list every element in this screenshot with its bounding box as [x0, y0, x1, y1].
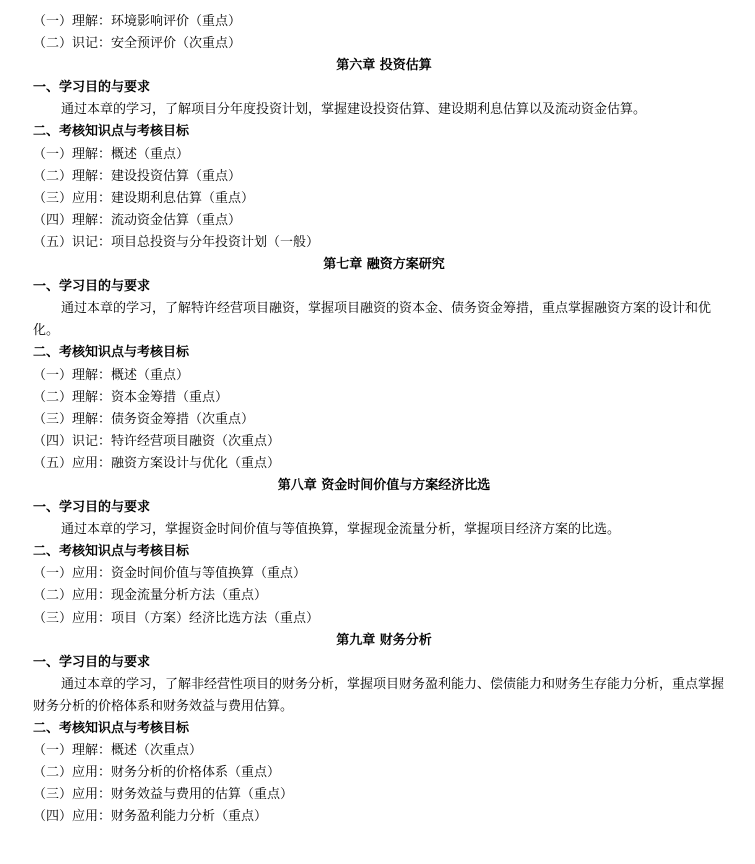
goal-paragraph: 通过本章的学习，掌握资金时间价值与等值换算，掌握现金流量分析，掌握项目经济方案的比选。 [61, 522, 621, 538]
section-heading: 一、学习目的与要求 [33, 500, 151, 516]
knowledge-point: （二）应用：现金流量分析方法（重点） [33, 588, 268, 604]
knowledge-point: （二）理解：建设投资估算（重点） [33, 168, 242, 184]
section-heading: 一、学习目的与要求 [33, 279, 151, 295]
knowledge-point: （一）理解：概述（重点） [33, 146, 190, 162]
knowledge-point: （四）应用：财务盈利能力分析（重点） [33, 809, 268, 825]
goal-paragraph: 通过本章的学习，了解特许经营项目融资，掌握项目融资的资本金、债务资金筹措，重点掌握融资方案的设计和优化。 [33, 301, 712, 339]
top-item: （一）理解：环境影响评价（重点） [33, 14, 242, 29]
knowledge-point: （三）应用：建设期利息估算（重点） [33, 190, 255, 206]
knowledge-point: （五）应用：融资方案设计与优化（重点） [33, 455, 281, 471]
section-heading: 二、考核知识点与考核目标 [33, 124, 190, 140]
top-item: （二）识记：安全预评价（次重点） [33, 36, 242, 52]
section-heading: 二、考核知识点与考核目标 [33, 721, 190, 736]
section-heading: 一、学习目的与要求 [33, 654, 151, 670]
knowledge-point: （一）理解：概述（次重点） [33, 743, 203, 759]
goal-paragraph: 通过本章的学习，了解项目分年度投资计划，掌握建设投资估算、建设期利息估算以及流动资金估算。 [61, 102, 647, 118]
knowledge-point: （二）理解：资本金筹措（重点） [33, 389, 229, 405]
knowledge-point: （三）理解：债务资金筹措（次重点） [33, 411, 255, 427]
knowledge-point: （五）识记：项目总投资与分年投资计划（一般） [33, 234, 320, 250]
chapter-title: 第九章 财务分析 [336, 632, 432, 648]
knowledge-point: （一）理解：概述（重点） [33, 367, 190, 383]
section-heading: 一、学习目的与要求 [33, 80, 151, 96]
knowledge-point: （二）应用：财务分析的价格体系（重点） [33, 765, 281, 781]
chapter-title: 第七章 融资方案研究 [323, 257, 445, 273]
knowledge-point: （四）识记：特许经营项目融资（次重点） [33, 433, 281, 449]
knowledge-point: （一）应用：资金时间价值与等值换算（重点） [33, 566, 307, 582]
chapter-title: 第六章 投资估算 [336, 58, 432, 74]
knowledge-point: （四）理解：流动资金估算（重点） [33, 212, 242, 228]
knowledge-point: （三）应用：财务效益与费用的估算（重点） [33, 787, 294, 803]
knowledge-point: （三）应用：项目（方案）经济比选方法（重点） [33, 610, 320, 626]
section-heading: 二、考核知识点与考核目标 [33, 345, 190, 361]
goal-paragraph: 通过本章的学习，了解非经营性项目的财务分析，掌握项目财务盈利能力、偿债能力和财务生存能力分析，重点掌握财务分析的价格体系和财务效益与费用估算。 [33, 676, 725, 714]
chapter-title: 第八章 资金时间价值与方案经济比选 [277, 477, 491, 493]
section-heading: 二、考核知识点与考核目标 [33, 544, 190, 560]
